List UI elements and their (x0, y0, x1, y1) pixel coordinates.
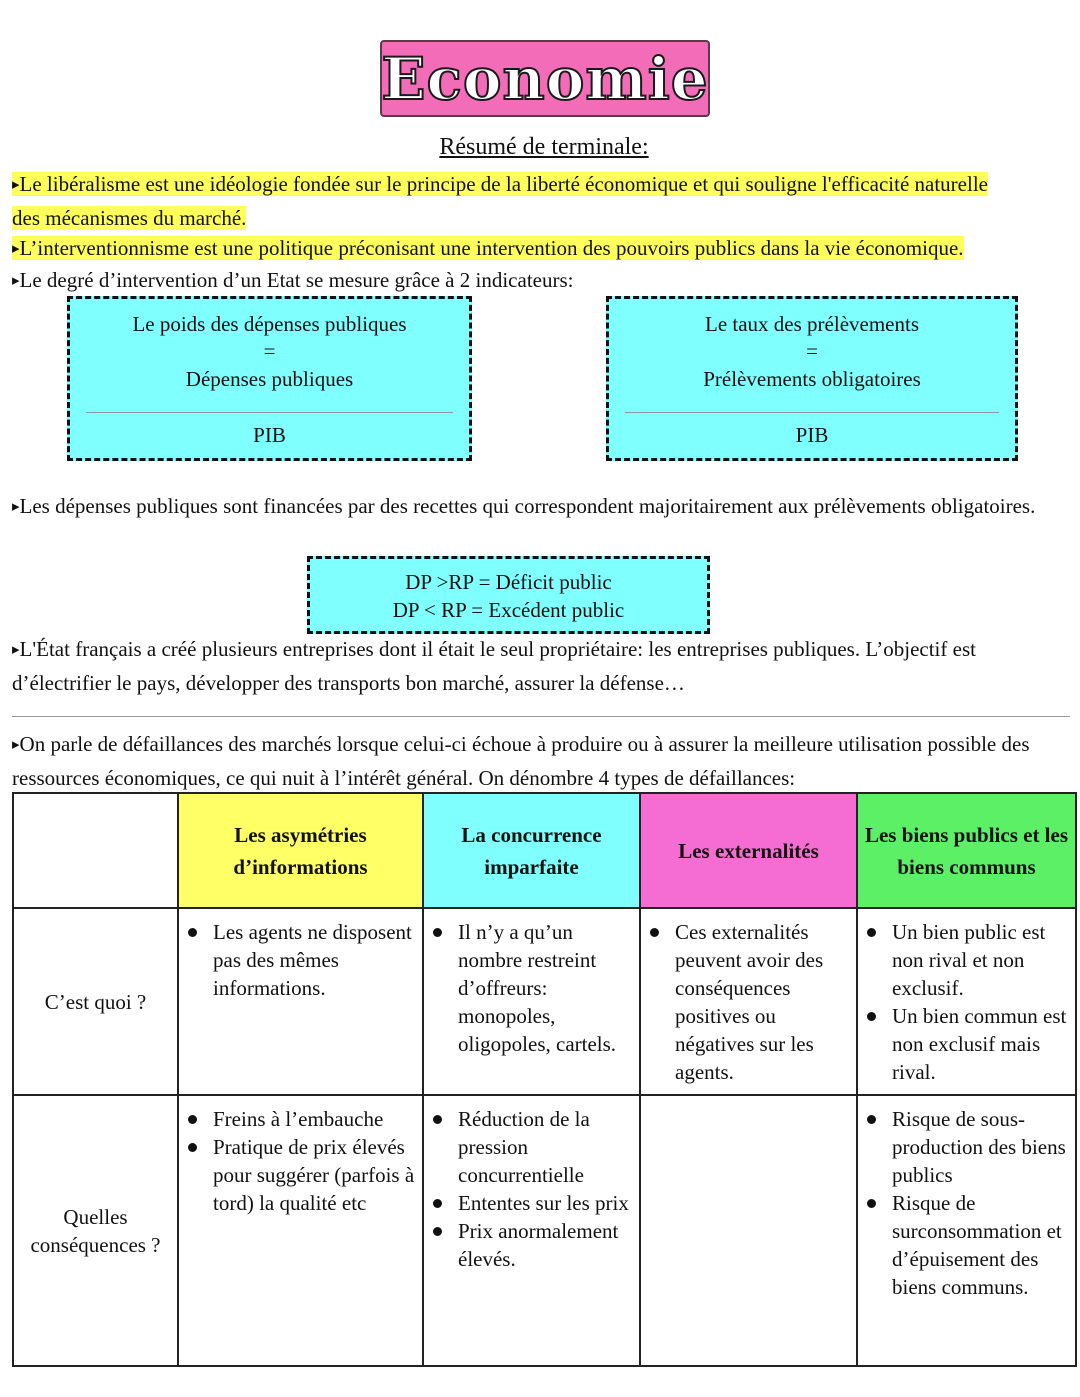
list-item: Un bien commun est non exclusif mais rival. (892, 1002, 1069, 1086)
header-externalites: Les externalités (640, 793, 857, 908)
equals-sign: = (806, 339, 818, 363)
table-cell (857, 908, 1076, 1095)
fraction-bar (86, 412, 453, 413)
equals-sign: = (263, 339, 276, 363)
paragraph-financement: ▸Les dépenses publiques sont financées par des recettes qui correspondent majoritairement aux prélèvements obligatoires. (12, 494, 1036, 518)
list-item: Ententes sur les prix (458, 1189, 633, 1217)
page-title: Economie (381, 44, 709, 113)
list-item: Pratique de prix élevés pour suggérer (parfois à tord) la qualité etc (213, 1135, 415, 1215)
list-item: Il n’y a qu’un nombre restreint d’offreurs: monopoles, oligopoles, cartels. (458, 918, 633, 1058)
list-item: Risque de surconsommation et d’épuisement des biens communs. (892, 1189, 1069, 1301)
denominator: PIB (253, 423, 286, 447)
table-cell (178, 1095, 423, 1366)
header-concurrence: La concurrence imparfaite (423, 793, 640, 908)
table-cell (640, 908, 857, 1095)
list-item: Risque de sous-production des biens publics (892, 1105, 1069, 1189)
market-failures-table (12, 792, 1077, 1367)
budget-balance-box (307, 556, 710, 634)
title-banner (380, 40, 710, 117)
indicator-box-depenses (67, 296, 472, 461)
list-item: Réduction de la pression concurrentielle (458, 1105, 633, 1189)
header-asymetries: Les asymétries d’informations (178, 793, 423, 908)
corner-cell (13, 793, 178, 908)
table-cell (423, 908, 640, 1095)
list-item: Un bien public est non rival et non exclusif. (892, 918, 1069, 1002)
table-cell (423, 1095, 640, 1366)
paragraph-entreprises: ▸L'État français a créé plusieurs entreprises dont il était le seul propriétaire: les entreprises publiques. L’objectif est d’électrifier le pays, développer des transports bon marché, assurer la défense… (12, 637, 976, 695)
table-header-row (13, 793, 1076, 908)
excedent-formula: DP < RP = Excédent public (392, 598, 625, 622)
divider (12, 716, 1070, 717)
paragraph-interventionnisme: ▸L’interventionnisme est une politique préconisant une intervention des pouvoirs publics dans la vie économique. (12, 236, 964, 260)
row-label: Quelles conséquences ? (13, 1095, 178, 1366)
table-row (13, 908, 1076, 1095)
list-item: Ces externalités peuvent avoir des conséquences positives ou négatives sur les agents. (675, 918, 850, 1086)
row-label: C’est quoi ? (13, 908, 178, 1095)
list-item: Freins à l’embauche (213, 1105, 416, 1133)
subtitle: Résumé de terminale: (439, 134, 649, 160)
indicator-box-prelevements (606, 296, 1018, 461)
deficit-formula: DP >RP = Déficit public (405, 570, 612, 594)
paragraph-liberalisme: ▸Le libéralisme est une idéologie fondée sur le principe de la liberté économique et qui souligne l'efficacité naturelle des mécanismes du marché. (12, 172, 988, 230)
fraction-bar (625, 412, 999, 413)
list-item: Prix anormalement élevés. (458, 1217, 633, 1273)
table-cell (178, 908, 423, 1095)
denominator: PIB (795, 423, 829, 447)
table-cell-empty (640, 1095, 857, 1366)
indicator-name: Le taux des prélèvements (705, 312, 919, 336)
header-biens-publics: Les biens publics et les biens communs (857, 793, 1076, 908)
indicator-name: Le poids des dépenses publiques (132, 312, 407, 336)
list-item: Les agents ne disposent pas des mêmes informations. (213, 918, 416, 1002)
numerator: Prélèvements obligatoires (703, 367, 921, 391)
paragraph-defaillances: ▸On parle de défaillances des marchés lorsque celui-ci échoue à produire ou à assurer la meilleure utilisation possible des ressources économiques, ce qui nuit à l’intérêt général. On dénombre 4 types de défaillances: (12, 732, 1030, 790)
paragraph-degre: ▸Le degré d’intervention d’un Etat se mesure grâce à 2 indicateurs: (12, 268, 574, 292)
table-cell (857, 1095, 1076, 1366)
numerator: Dépenses publiques (185, 367, 354, 391)
table-row (13, 1095, 1076, 1366)
